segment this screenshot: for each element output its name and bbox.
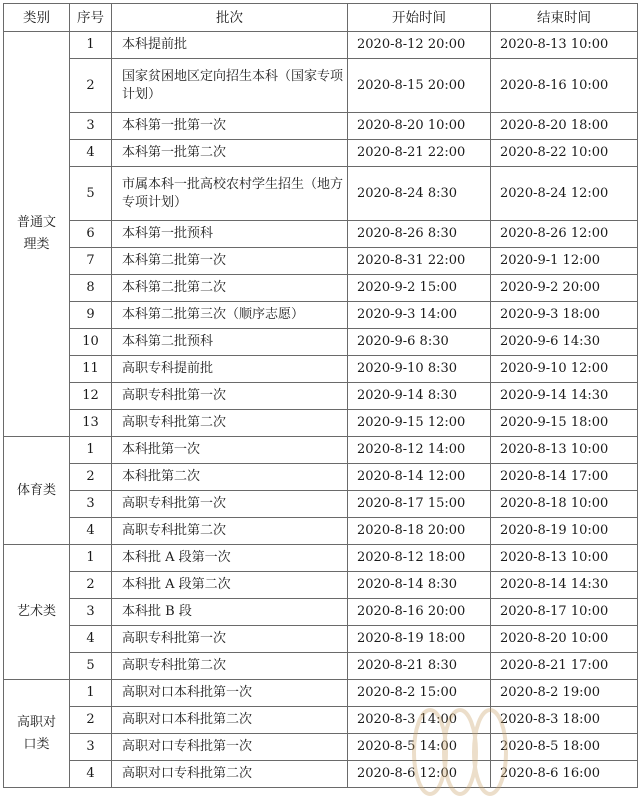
table-row	[4, 761, 638, 788]
batch-cell: 市属本科一批高校农村学生招生（地方专项计划）	[112, 167, 348, 221]
table-row	[4, 734, 638, 761]
table-row	[4, 545, 638, 572]
batch-cell: 本科第一批第一次	[112, 113, 348, 140]
header-batch: 批次	[112, 4, 348, 32]
start-time-cell: 2020-8-12 18:00	[348, 545, 491, 572]
table-row	[4, 491, 638, 518]
table-row	[4, 329, 638, 356]
batch-cell: 本科批 A 段第一次	[112, 545, 348, 572]
table-row	[4, 140, 638, 167]
index-cell: 11	[70, 356, 112, 383]
end-time-cell: 2020-8-13 10:00	[491, 437, 638, 464]
batch-cell: 高职专科批第二次	[112, 518, 348, 545]
batch-cell: 本科第二批第二次	[112, 275, 348, 302]
end-time-cell: 2020-8-14 17:00	[491, 464, 638, 491]
end-time-cell: 2020-8-19 10:00	[491, 518, 638, 545]
table-row	[4, 221, 638, 248]
header-category: 类别	[4, 4, 70, 32]
category-cell: 普通文理类	[4, 32, 70, 437]
start-time-cell: 2020-8-21 22:00	[348, 140, 491, 167]
batch-cell: 本科批第一次	[112, 437, 348, 464]
index-cell: 3	[70, 734, 112, 761]
end-time-cell: 2020-8-18 10:00	[491, 491, 638, 518]
batch-cell: 高职专科批第二次	[112, 653, 348, 680]
start-time-cell: 2020-8-31 22:00	[348, 248, 491, 275]
table-row	[4, 464, 638, 491]
table-row	[4, 518, 638, 545]
index-cell: 2	[70, 572, 112, 599]
start-time-cell: 2020-8-2 15:00	[348, 680, 491, 707]
index-cell: 1	[70, 545, 112, 572]
table-row	[4, 59, 638, 113]
category-cell: 艺术类	[4, 545, 70, 680]
end-time-cell: 2020-9-1 12:00	[491, 248, 638, 275]
end-time-cell: 2020-8-20 10:00	[491, 626, 638, 653]
start-time-cell: 2020-8-6 12:00	[348, 761, 491, 788]
table-body	[4, 32, 638, 788]
table-row	[4, 302, 638, 329]
end-time-cell: 2020-8-26 12:00	[491, 221, 638, 248]
start-time-cell: 2020-8-19 18:00	[348, 626, 491, 653]
end-time-cell: 2020-8-3 18:00	[491, 707, 638, 734]
index-cell: 4	[70, 518, 112, 545]
end-time-cell: 2020-8-17 10:00	[491, 599, 638, 626]
header-index: 序号	[70, 4, 112, 32]
batch-cell: 本科提前批	[112, 32, 348, 59]
end-time-cell: 2020-8-2 19:00	[491, 680, 638, 707]
index-cell: 12	[70, 383, 112, 410]
table-row	[4, 275, 638, 302]
start-time-cell: 2020-8-12 20:00	[348, 32, 491, 59]
start-time-cell: 2020-8-5 14:00	[348, 734, 491, 761]
batch-cell: 本科批 A 段第二次	[112, 572, 348, 599]
table-row	[4, 383, 638, 410]
index-cell: 5	[70, 167, 112, 221]
start-time-cell: 2020-9-10 8:30	[348, 356, 491, 383]
end-time-cell: 2020-8-13 10:00	[491, 32, 638, 59]
start-time-cell: 2020-8-15 20:00	[348, 59, 491, 113]
end-time-cell: 2020-9-3 18:00	[491, 302, 638, 329]
index-cell: 13	[70, 410, 112, 437]
index-cell: 3	[70, 491, 112, 518]
table-row	[4, 680, 638, 707]
batch-cell: 高职专科批第一次	[112, 383, 348, 410]
end-time-cell: 2020-9-10 12:00	[491, 356, 638, 383]
index-cell: 6	[70, 221, 112, 248]
start-time-cell: 2020-8-17 15:00	[348, 491, 491, 518]
batch-cell: 高职对口本科批第二次	[112, 707, 348, 734]
end-time-cell: 2020-8-6 16:00	[491, 761, 638, 788]
batch-cell: 高职对口专科批第二次	[112, 761, 348, 788]
category-cell: 体育类	[4, 437, 70, 545]
batch-cell: 国家贫困地区定向招生本科（国家专项计划）	[112, 59, 348, 113]
table-row	[4, 437, 638, 464]
end-time-cell: 2020-8-16 10:00	[491, 59, 638, 113]
table-row	[4, 356, 638, 383]
admission-schedule-table	[3, 3, 638, 788]
batch-cell: 本科第一批预科	[112, 221, 348, 248]
index-cell: 1	[70, 32, 112, 59]
table-row	[4, 167, 638, 221]
start-time-cell: 2020-8-14 12:00	[348, 464, 491, 491]
start-time-cell: 2020-8-20 10:00	[348, 113, 491, 140]
index-cell: 10	[70, 329, 112, 356]
end-time-cell: 2020-9-14 14:30	[491, 383, 638, 410]
end-time-cell: 2020-9-15 18:00	[491, 410, 638, 437]
table-row	[4, 599, 638, 626]
table-row	[4, 572, 638, 599]
index-cell: 8	[70, 275, 112, 302]
end-time-cell: 2020-9-6 14:30	[491, 329, 638, 356]
index-cell: 3	[70, 113, 112, 140]
batch-cell: 高职专科批第二次	[112, 410, 348, 437]
start-time-cell: 2020-9-14 8:30	[348, 383, 491, 410]
start-time-cell: 2020-8-24 8:30	[348, 167, 491, 221]
table-row	[4, 113, 638, 140]
index-cell: 2	[70, 59, 112, 113]
index-cell: 3	[70, 599, 112, 626]
index-cell: 2	[70, 707, 112, 734]
start-time-cell: 2020-8-26 8:30	[348, 221, 491, 248]
start-time-cell: 2020-8-21 8:30	[348, 653, 491, 680]
index-cell: 5	[70, 653, 112, 680]
index-cell: 4	[70, 761, 112, 788]
batch-cell: 本科批第二次	[112, 464, 348, 491]
end-time-cell: 2020-8-14 14:30	[491, 572, 638, 599]
start-time-cell: 2020-8-18 20:00	[348, 518, 491, 545]
index-cell: 2	[70, 464, 112, 491]
index-cell: 1	[70, 680, 112, 707]
end-time-cell: 2020-8-20 18:00	[491, 113, 638, 140]
batch-cell: 本科第二批第一次	[112, 248, 348, 275]
end-time-cell: 2020-8-21 17:00	[491, 653, 638, 680]
batch-cell: 高职专科批第一次	[112, 626, 348, 653]
batch-cell: 高职专科提前批	[112, 356, 348, 383]
start-time-cell: 2020-9-2 15:00	[348, 275, 491, 302]
table-row	[4, 653, 638, 680]
table-row	[4, 707, 638, 734]
start-time-cell: 2020-9-6 8:30	[348, 329, 491, 356]
index-cell: 9	[70, 302, 112, 329]
start-time-cell: 2020-9-15 12:00	[348, 410, 491, 437]
header-end-time: 结束时间	[491, 4, 638, 32]
index-cell: 4	[70, 626, 112, 653]
end-time-cell: 2020-8-24 12:00	[491, 167, 638, 221]
category-cell: 高职对口类	[4, 680, 70, 788]
table-row	[4, 626, 638, 653]
batch-cell: 高职对口专科批第一次	[112, 734, 348, 761]
batch-cell: 本科第二批第三次（顺序志愿）	[112, 302, 348, 329]
batch-cell: 本科批 B 段	[112, 599, 348, 626]
start-time-cell: 2020-8-3 14:00	[348, 707, 491, 734]
table-row	[4, 32, 638, 59]
end-time-cell: 2020-8-5 18:00	[491, 734, 638, 761]
end-time-cell: 2020-8-22 10:00	[491, 140, 638, 167]
header-row	[4, 4, 638, 32]
start-time-cell: 2020-8-16 20:00	[348, 599, 491, 626]
batch-cell: 本科第二批预科	[112, 329, 348, 356]
index-cell: 4	[70, 140, 112, 167]
batch-cell: 高职对口本科批第一次	[112, 680, 348, 707]
start-time-cell: 2020-8-14 8:30	[348, 572, 491, 599]
batch-cell: 高职专科批第一次	[112, 491, 348, 518]
index-cell: 7	[70, 248, 112, 275]
end-time-cell: 2020-8-13 10:00	[491, 545, 638, 572]
header-start-time: 开始时间	[348, 4, 491, 32]
batch-cell: 本科第一批第二次	[112, 140, 348, 167]
end-time-cell: 2020-9-2 20:00	[491, 275, 638, 302]
table-row	[4, 410, 638, 437]
table-row	[4, 248, 638, 275]
start-time-cell: 2020-8-12 14:00	[348, 437, 491, 464]
start-time-cell: 2020-9-3 14:00	[348, 302, 491, 329]
index-cell: 1	[70, 437, 112, 464]
